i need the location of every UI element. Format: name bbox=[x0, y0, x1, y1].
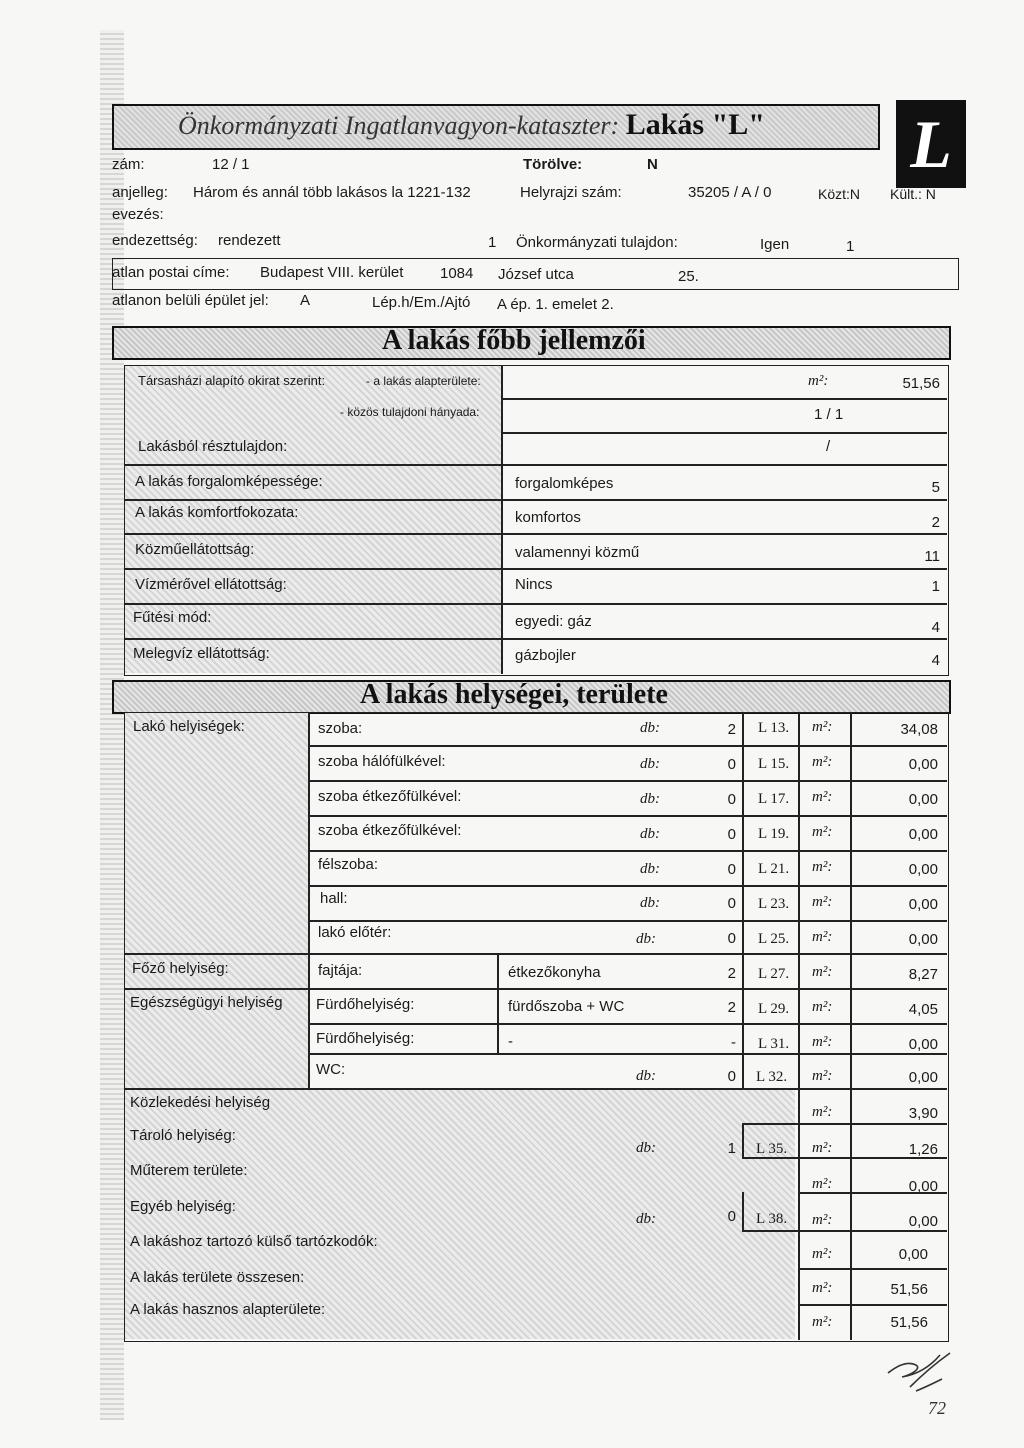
onkormanyzati-code: 1 bbox=[846, 238, 855, 255]
kult-value: Kült.: N bbox=[890, 186, 936, 202]
l-code: L 13. bbox=[758, 720, 790, 736]
hrsz-value: 35205 / A / 0 bbox=[688, 184, 772, 201]
feature-label: Fűtési mód: bbox=[133, 609, 212, 626]
room-area: 0,00 bbox=[908, 826, 938, 843]
summary-area: 51,56 bbox=[890, 1281, 928, 1298]
m2-label: m²: bbox=[812, 824, 833, 840]
banner-title-text: Önkormányzati Ingatlanvagyon-kataszter: bbox=[178, 111, 620, 140]
address-street: József utca bbox=[498, 266, 574, 283]
db-label: db: bbox=[636, 1140, 656, 1156]
summary-label: Műterem területe: bbox=[130, 1162, 248, 1179]
summary-label: Tároló helyiség: bbox=[130, 1127, 236, 1144]
feature-code: 2 bbox=[931, 514, 940, 531]
banner-kind: Lakás "L" bbox=[625, 108, 765, 141]
table-divider bbox=[308, 1023, 947, 1025]
alapterulet-value: 51,56 bbox=[902, 375, 940, 392]
room-type: szoba: bbox=[318, 720, 363, 737]
db-label: db: bbox=[640, 861, 660, 877]
summary-area: 0,00 bbox=[908, 1213, 938, 1230]
onkormanyzati-label: Önkormányzati tulajdon: bbox=[516, 234, 678, 251]
room-area: 0,00 bbox=[908, 791, 938, 808]
room-count: 0 bbox=[727, 895, 736, 912]
room-type: Fürdőhelyiség: bbox=[316, 996, 415, 1013]
room-value: fürdőszoba + WC bbox=[508, 998, 625, 1015]
category-badge: L bbox=[896, 100, 966, 188]
table-divider bbox=[124, 499, 947, 501]
l-code: L 15. bbox=[758, 756, 790, 772]
table-divider bbox=[798, 1304, 947, 1306]
room-area: 8,27 bbox=[908, 966, 938, 983]
table-divider bbox=[308, 850, 947, 852]
m2-label: m²: bbox=[812, 1212, 833, 1228]
m2-label: m²: bbox=[812, 999, 833, 1015]
room-count: 0 bbox=[727, 756, 736, 773]
room-type: fajtája: bbox=[318, 962, 363, 979]
db-label: db: bbox=[640, 895, 660, 911]
m2-label: m²: bbox=[812, 964, 833, 980]
l-code: L 25. bbox=[758, 931, 790, 947]
room-count: - bbox=[731, 1034, 736, 1051]
room-type: szoba étkezőfülkével: bbox=[318, 788, 462, 805]
table-divider bbox=[742, 1123, 947, 1125]
l-code: L 27. bbox=[758, 966, 790, 982]
m2-label: m²: bbox=[812, 1314, 833, 1330]
table-divider bbox=[501, 432, 947, 434]
feature-value: gázbojler bbox=[515, 647, 576, 664]
feature-value: Nincs bbox=[515, 576, 553, 593]
address-number: 25. bbox=[678, 268, 699, 285]
room-count: 2 bbox=[727, 999, 736, 1016]
room-count: 0 bbox=[727, 791, 736, 808]
feature-value: forgalomképes bbox=[515, 475, 614, 492]
summary-area: 0,00 bbox=[898, 1246, 928, 1263]
room-area: 0,00 bbox=[908, 896, 938, 913]
summary-area: 0,00 bbox=[908, 1178, 938, 1195]
db-label: db: bbox=[640, 720, 660, 736]
l-code: L 35. bbox=[756, 1141, 788, 1157]
section-rooms-title: A lakás helységei, területe bbox=[360, 679, 668, 710]
m2-label: m²: bbox=[812, 1104, 833, 1120]
rendezettseg-label: endezettség: bbox=[112, 232, 198, 249]
table-divider bbox=[798, 1268, 947, 1270]
summary-label: Közlekedési helyiség bbox=[130, 1094, 271, 1111]
room-area: 0,00 bbox=[908, 931, 938, 948]
room-type: Fürdőhelyiség: bbox=[316, 1030, 415, 1047]
m2-label: m²: bbox=[812, 754, 833, 770]
table-divider bbox=[308, 815, 947, 817]
table-divider bbox=[124, 568, 947, 570]
room-count: 2 bbox=[727, 721, 736, 738]
table-divider bbox=[742, 1230, 947, 1232]
table-divider bbox=[501, 398, 947, 400]
l-code: L 29. bbox=[758, 1001, 790, 1017]
feature-code: 11 bbox=[924, 548, 940, 565]
room-area: 0,00 bbox=[908, 756, 938, 773]
table-divider bbox=[124, 603, 947, 605]
table-divider bbox=[308, 745, 947, 747]
m2-label: m²: bbox=[812, 1280, 833, 1296]
room-type: WC: bbox=[316, 1061, 346, 1078]
table-divider bbox=[497, 953, 499, 1053]
resztulajdon-label: Lakásból résztulajdon: bbox=[138, 438, 288, 455]
resztulajdon-value: / bbox=[826, 438, 831, 455]
table-divider bbox=[742, 1192, 744, 1230]
table-divider bbox=[308, 920, 947, 922]
feature-code: 4 bbox=[931, 652, 940, 669]
rendezettseg-value: rendezett bbox=[218, 232, 281, 249]
room-count: 0 bbox=[727, 826, 736, 843]
m2-label: m²: bbox=[812, 894, 833, 910]
l-code: L 19. bbox=[758, 826, 790, 842]
table-divider bbox=[308, 1053, 947, 1055]
table-divider bbox=[124, 988, 947, 990]
room-count: 0 bbox=[727, 1068, 736, 1085]
onkormanyzati-value: Igen bbox=[760, 236, 790, 253]
l-code: L 17. bbox=[758, 791, 790, 807]
m2-label: m²: bbox=[812, 859, 833, 875]
db-label: db: bbox=[636, 1211, 656, 1227]
table-divider bbox=[798, 712, 800, 1340]
room-group-label: Egészségügyi helyiség bbox=[130, 994, 283, 1011]
room-count: 0 bbox=[727, 930, 736, 947]
room-type: szoba étkezőfülkével: bbox=[318, 822, 462, 839]
m2-label: m²: bbox=[812, 1246, 833, 1262]
db-label: db: bbox=[640, 791, 660, 807]
room-value: étkezőkonyha bbox=[508, 964, 601, 981]
m2-label: m²: bbox=[812, 929, 833, 945]
table-divider bbox=[850, 712, 852, 1340]
l-code: L 38. bbox=[756, 1211, 788, 1227]
feature-code: 5 bbox=[931, 479, 940, 496]
room-area: 4,05 bbox=[908, 1001, 938, 1018]
room-type: szoba hálófülkével: bbox=[318, 753, 446, 770]
room-group-label: Lakó helyiségek: bbox=[133, 718, 245, 735]
summary-area: 1,26 bbox=[908, 1141, 938, 1158]
m2-label: m²: bbox=[812, 789, 833, 805]
db-label: db: bbox=[636, 931, 656, 947]
room-group-label: Főző helyiség: bbox=[132, 960, 229, 977]
address-zip: 1084 bbox=[440, 265, 474, 282]
l-code: L 31. bbox=[758, 1036, 790, 1052]
page-number: 72 bbox=[928, 1398, 946, 1418]
db-label: db: bbox=[636, 1068, 656, 1084]
hrsz-label: Helyrajzi szám: bbox=[520, 184, 622, 201]
alapterulet-label: - a lakás alapterülete: bbox=[366, 374, 481, 388]
feature-value: egyedi: gáz bbox=[515, 613, 592, 630]
szam-value: 12 / 1 bbox=[212, 156, 250, 173]
l-code: L 32. bbox=[756, 1069, 788, 1085]
summary-area: 3,90 bbox=[908, 1105, 938, 1122]
table-divider bbox=[124, 533, 947, 535]
feature-value: valamennyi közmű bbox=[515, 544, 640, 561]
db-label: db: bbox=[640, 826, 660, 842]
section-main-features-title: A lakás főbb jellemzői bbox=[382, 325, 646, 356]
alapterulet-unit: m²: bbox=[808, 373, 829, 389]
table-divider bbox=[308, 712, 310, 1088]
torolve-value: N bbox=[647, 156, 658, 173]
room-type: lakó előtér: bbox=[318, 924, 392, 941]
table-divider bbox=[124, 464, 947, 466]
room-type: hall: bbox=[320, 890, 348, 907]
building-label: atlanon belüli épület jel: bbox=[112, 292, 269, 309]
room-area: 34,08 bbox=[900, 721, 938, 738]
kozt-value: Közt:N bbox=[818, 186, 861, 202]
summary-label: Egyéb helyiség: bbox=[130, 1198, 236, 1215]
m2-label: m²: bbox=[812, 1068, 833, 1084]
table-divider bbox=[742, 1123, 744, 1157]
summary-label: A lakás területe összesen: bbox=[130, 1269, 305, 1286]
kozos-label: - közös tulajdoni hányada: bbox=[340, 405, 480, 419]
feature-label: Vízmérővel ellátottság: bbox=[135, 576, 287, 593]
summary-count: 0 bbox=[727, 1208, 736, 1225]
table-divider bbox=[124, 1088, 947, 1090]
jelleg-value: Három és annál több lakásos la 1221-132 bbox=[193, 184, 471, 201]
rooms-group-column bbox=[125, 713, 308, 1088]
address-city: Budapest VIII. kerület bbox=[260, 264, 404, 281]
feature-label: Közműellátottság: bbox=[135, 541, 255, 558]
table-divider bbox=[308, 885, 947, 887]
table-divider bbox=[742, 712, 744, 1088]
summary-label: A lakáshoz tartozó külső tartózkodók: bbox=[130, 1233, 378, 1250]
table-divider bbox=[501, 365, 503, 674]
room-area: 0,00 bbox=[908, 861, 938, 878]
db-label: db: bbox=[640, 756, 660, 772]
l-code: L 23. bbox=[758, 896, 790, 912]
feature-label: A lakás forgalomképessége: bbox=[135, 473, 323, 490]
address-label: atlan postai címe: bbox=[112, 264, 230, 281]
feature-value: komfortos bbox=[515, 509, 581, 526]
jelleg-label: anjelleg: bbox=[112, 184, 168, 201]
feature-label: Melegvíz ellátottság: bbox=[133, 645, 270, 662]
room-value: - bbox=[508, 1033, 513, 1050]
banner-title bbox=[178, 108, 765, 142]
rendezettseg-code: 1 bbox=[488, 234, 497, 251]
table-divider bbox=[124, 638, 947, 640]
kozos-value: 1 / 1 bbox=[814, 406, 844, 423]
m2-label: m²: bbox=[812, 719, 833, 735]
signature-icon bbox=[880, 1335, 960, 1405]
feature-code: 1 bbox=[931, 578, 940, 595]
table-divider bbox=[124, 953, 947, 955]
nevezes-label: evezés: bbox=[112, 206, 164, 223]
summary-count: 1 bbox=[727, 1140, 736, 1157]
tarsashaz-label: Társasházi alapító okirat szerint: bbox=[138, 373, 326, 388]
room-type: félszoba: bbox=[318, 856, 379, 873]
staircase-label: Lép.h/Em./Ajtó bbox=[372, 294, 471, 311]
m2-label: m²: bbox=[812, 1140, 833, 1156]
table-divider bbox=[308, 780, 947, 782]
feature-label: A lakás komfortfokozata: bbox=[135, 504, 299, 521]
feature-code: 4 bbox=[931, 619, 940, 636]
room-area: 0,00 bbox=[908, 1069, 938, 1086]
summary-label: A lakás hasznos alapterülete: bbox=[130, 1301, 326, 1318]
l-code: L 21. bbox=[758, 861, 790, 877]
szam-label: zám: bbox=[112, 156, 145, 173]
m2-label: m²: bbox=[812, 1176, 833, 1192]
room-area: 0,00 bbox=[908, 1036, 938, 1053]
summary-area: 51,56 bbox=[890, 1314, 928, 1331]
staircase-value: A ép. 1. emelet 2. bbox=[497, 296, 614, 313]
room-count: 0 bbox=[727, 861, 736, 878]
room-count: 2 bbox=[727, 965, 736, 982]
m2-label: m²: bbox=[812, 1034, 833, 1050]
building-value: A bbox=[300, 292, 311, 309]
torolve-label: Törölve: bbox=[523, 156, 583, 173]
